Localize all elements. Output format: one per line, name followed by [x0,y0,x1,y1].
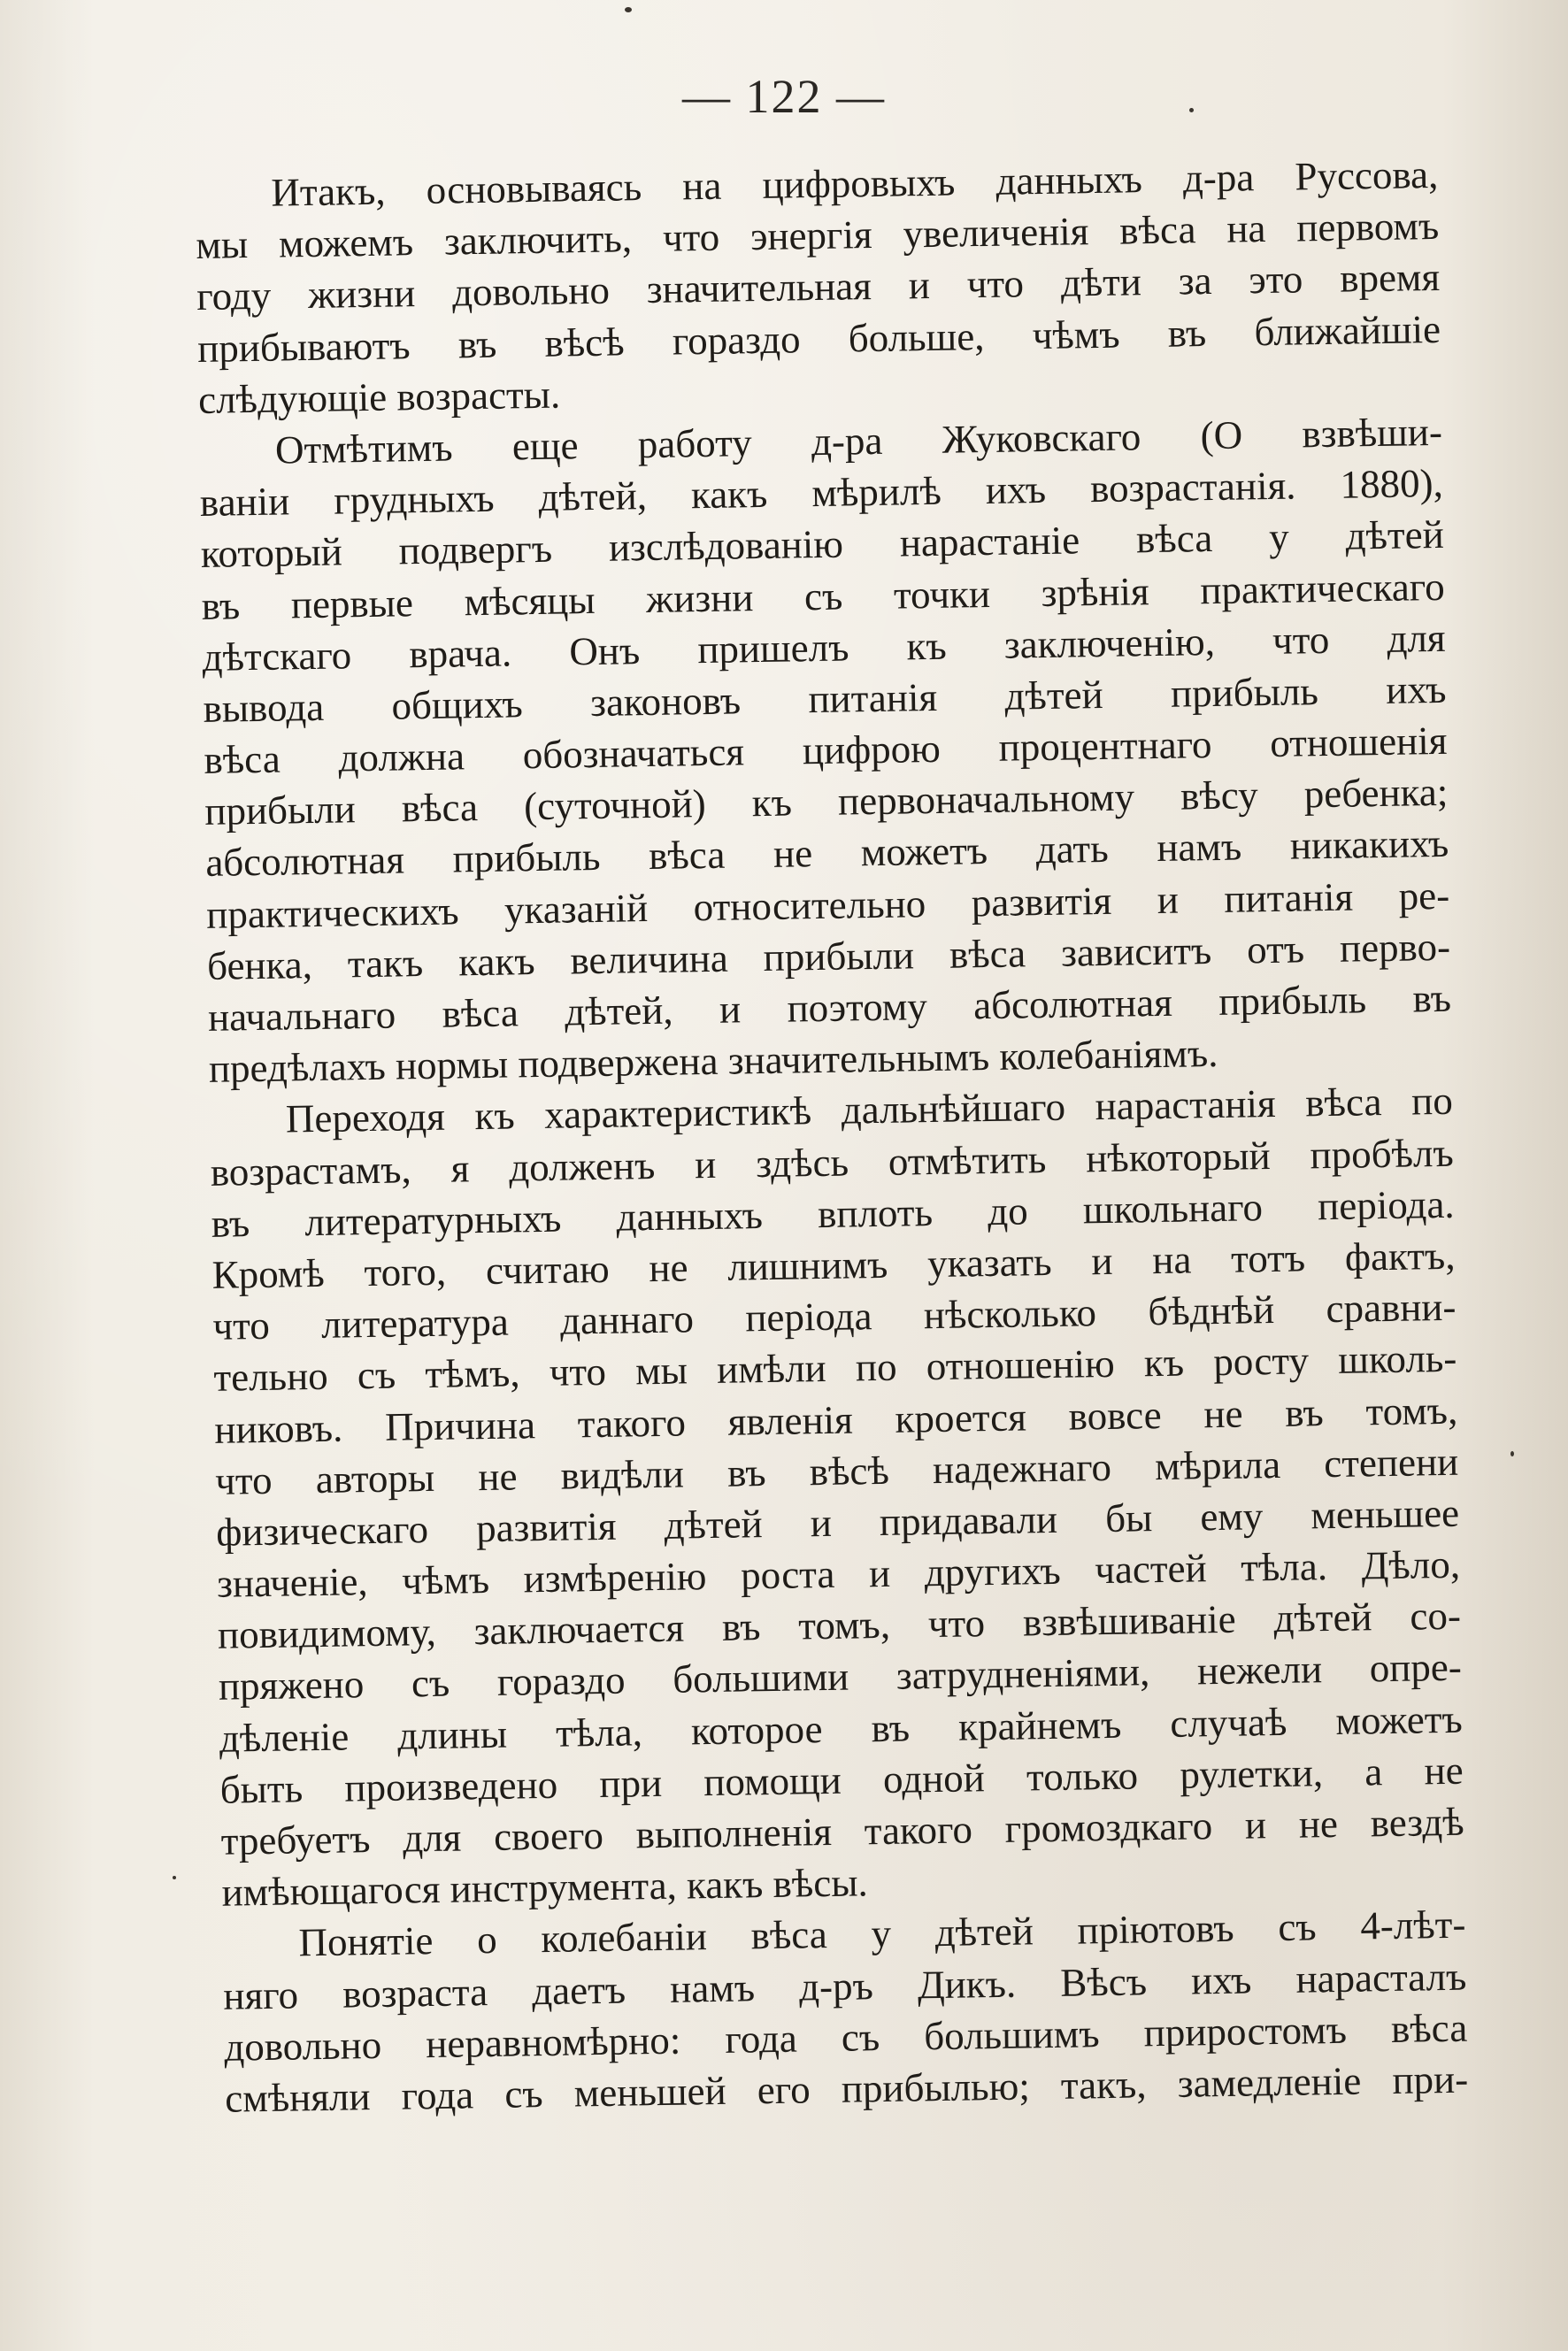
text-line: Итакъ, основываясь на цифровыхъ данныхъ д-ра Руссова, [271,151,1439,215]
text-line: Понятіе о колебаніи вѣса у дѣтей пріютовъ съ 4-лѣт- [298,1902,1466,1965]
text-line: Кромѣ того, считаю не лишнимъ указать и на тотъ фактъ, [211,1233,1456,1297]
text-line: вѣса должна обозначаться цифрою процентнаго отношенія [204,718,1448,782]
text-line: Переходя къ характеристикѣ дальнѣйшаго нарастанія вѣса по [285,1079,1454,1141]
text-line: физическаго развитія дѣтей и придавали бы ему меньшее [215,1490,1460,1555]
text-line: слѣдующіе возрасты. [197,372,561,422]
text-line: повидимому, заключается въ томъ, что взвѣшиваніе дѣтей со- [217,1593,1462,1658]
print-speck [1510,1451,1514,1456]
print-speck [1189,108,1194,112]
text-line: ваніи грудныхъ дѣтей, какъ мѣрилѣ ихъ возрастанія. 1880), [199,461,1444,526]
text-line: имѣющагося инструмента, какъ вѣсы. [221,1860,869,1915]
text-line: возрастамъ, я долженъ и здѣсь отмѣтить нѣкоторый пробѣлъ [210,1130,1455,1195]
text-line: предѣлахъ нормы подвержена значительнымъ колебаніямъ. [208,1031,1218,1092]
text-line: въ литературныхъ данныхъ вплоть до школьнаго періода. [211,1181,1455,1246]
text-line: мы можемъ заключить, что энергія увеличенія вѣса на первомъ [195,204,1440,268]
text-line: году жизни довольно значительная и что дѣти за это время [196,255,1441,319]
text-line: значеніе, чѣмъ измѣренію роста и другихъ частей тѣла. Дѣло, [216,1541,1461,1606]
text-line: тельно съ тѣмъ, что мы имѣли по отношенію къ росту школь- [213,1336,1457,1401]
text-line: прибываютъ въ вѣсѣ гораздо больше, чѣмъ въ ближайшіе [196,306,1441,371]
text-line: который подвергъ изслѣдованію нарастаніе вѣса у дѣтей [200,512,1445,577]
text-line: начальнаго вѣса дѣтей, и поэтому абсолютная прибыль въ [207,975,1452,1040]
text-line: прибыли вѣса (суточной) къ первоначальному вѣсу ребенка; [204,770,1449,834]
text-line: бенка, такъ какъ величина прибыли вѣса зависитъ отъ перво- [206,924,1451,988]
text-line: практическихъ указаній относительно развитія и питанія ре- [205,872,1450,937]
print-speck [625,7,632,12]
text-line: довольно неравномѣрно: года съ большимъ приростомъ вѣса [223,2005,1468,2070]
text-line: абсолютная прибыль вѣса не можетъ дать намъ никакихъ [204,821,1449,886]
text-line: пряжено съ гораздо большими затрудненіями, нежели опре- [218,1645,1463,1709]
text-line: требуетъ для своего выполненія такого громоздкаго и не вездѣ [220,1799,1464,1863]
text-line: что авторы не видѣли въ вѣсѣ надежнаго мѣрила степени [214,1439,1459,1503]
text-line: няго возраста даетъ намъ д-ръ Дикъ. Вѣсъ ихъ нарасталъ [223,1954,1467,2018]
print-speck [173,1876,176,1879]
text-line: что литература даннаго періода нѣсколько бѣднѣй сравни- [212,1284,1457,1348]
text-line: смѣняли года съ меньшей его прибылью; такъ, замедленіе при- [224,2056,1469,2121]
body-text [195,149,1469,2124]
page-number: — 122 — [682,70,886,123]
text-line: дѣтскаго врача. Онъ пришелъ къ заключенію, что для [202,615,1446,680]
text-line: въ первые мѣсяцы жизни съ точки зрѣнія практическаго [201,564,1445,628]
text-line: Отмѣтимъ еще работу д-ра Жуковскаго (О взвѣши- [274,409,1443,473]
text-line: вывода общихъ законовъ питанія дѣтей прибыль ихъ [203,666,1447,731]
text-line: никовъ. Причина такого явленія кроется вовсе не въ томъ, [213,1387,1458,1452]
text-line: быть произведено при помощи одной только рулетки, а не [219,1748,1464,1812]
text-line: дѣленіе длины тѣла, которое въ крайнемъ случаѣ можетъ [219,1696,1464,1761]
